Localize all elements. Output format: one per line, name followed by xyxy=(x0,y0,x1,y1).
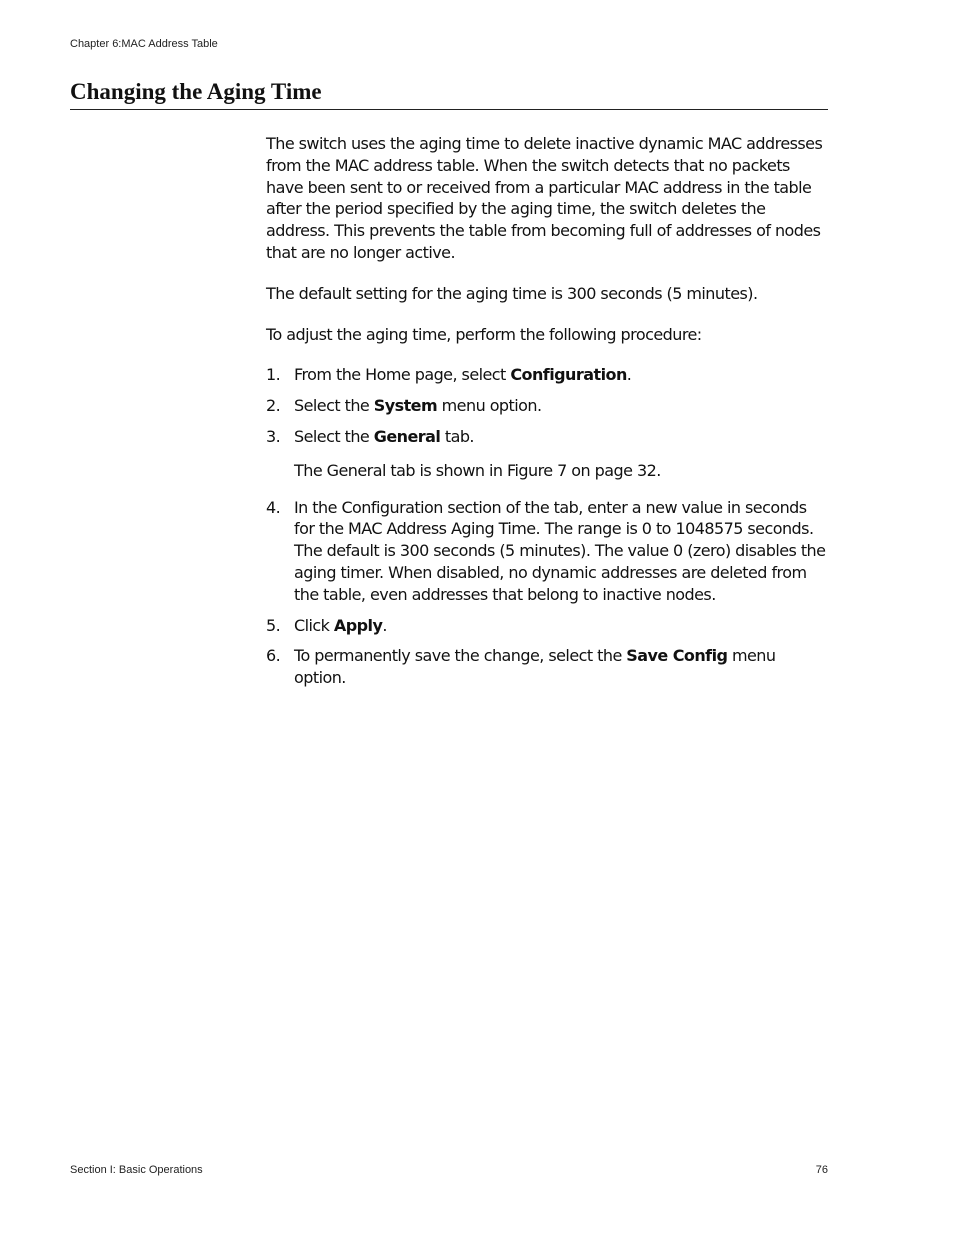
step-keyword-apply: Apply xyxy=(333,615,383,635)
step-number: 2. xyxy=(266,396,281,416)
footer-section: Section I: Basic Operations xyxy=(70,1164,203,1176)
running-header: Chapter 6:MAC Address Table xyxy=(70,38,218,50)
step-keyword-system: System xyxy=(373,396,438,416)
step-number: 6. xyxy=(266,646,281,666)
step-number: 5. xyxy=(266,615,281,635)
step-text: In the Configuration section of the tab, enter a new value in seconds for the MAC Address Aging Time. The range is 0 to 1048575 seconds. The default is 300 seconds (5 minutes). The value 0 (zero) disables the aging timer. When disabled, no dynamic addresses are deleted from the table, even addresses that belong to inactive nodes. xyxy=(294,497,826,604)
step-text: To permanently save the change, select the xyxy=(294,646,627,666)
step-text: Select the xyxy=(294,396,374,416)
step-keyword-save-config: Save Config xyxy=(626,646,728,666)
step-keyword-configuration: Configuration xyxy=(510,365,627,385)
step-5 xyxy=(266,615,831,637)
step-text: From the Home page, select xyxy=(294,365,511,385)
default-setting-paragraph: The default setting for the aging time is 300 seconds (5 minutes). xyxy=(266,283,758,303)
section-title: Changing the Aging Time xyxy=(70,79,322,104)
step-text: tab. xyxy=(440,426,474,446)
body-column xyxy=(266,133,831,698)
step-number: 3. xyxy=(266,426,281,446)
title-rule xyxy=(70,109,828,110)
step-text: . xyxy=(626,365,632,385)
step-text: menu option. xyxy=(294,646,776,688)
step-3-note: The General tab is shown in Figure 7 on page 32. xyxy=(294,460,661,480)
step-1 xyxy=(266,364,831,386)
step-6 xyxy=(266,645,831,689)
procedure-intro-paragraph: To adjust the aging time, perform the following procedure: xyxy=(266,324,702,344)
step-number: 1. xyxy=(266,365,281,385)
step-2 xyxy=(266,395,831,417)
step-4 xyxy=(266,497,831,606)
step-text: Click xyxy=(294,615,334,635)
step-text: . xyxy=(382,615,387,635)
step-3 xyxy=(266,426,831,448)
step-keyword-general: General xyxy=(373,426,441,446)
page-number: 76 xyxy=(815,1164,828,1176)
step-text: Select the xyxy=(294,426,374,446)
procedure-steps xyxy=(266,364,831,689)
step-number: 4. xyxy=(266,497,281,517)
step-text: menu option. xyxy=(437,396,542,416)
intro-paragraph: The switch uses the aging time to delete inactive dynamic MAC addresses from the MAC address table. When the switch detects that no packets have been sent to or received from a particular MAC address in the table after the period specified by the aging time, the switch deletes the address. This prevents the table from becoming full of addresses of nodes that are no longer active. xyxy=(266,134,823,262)
